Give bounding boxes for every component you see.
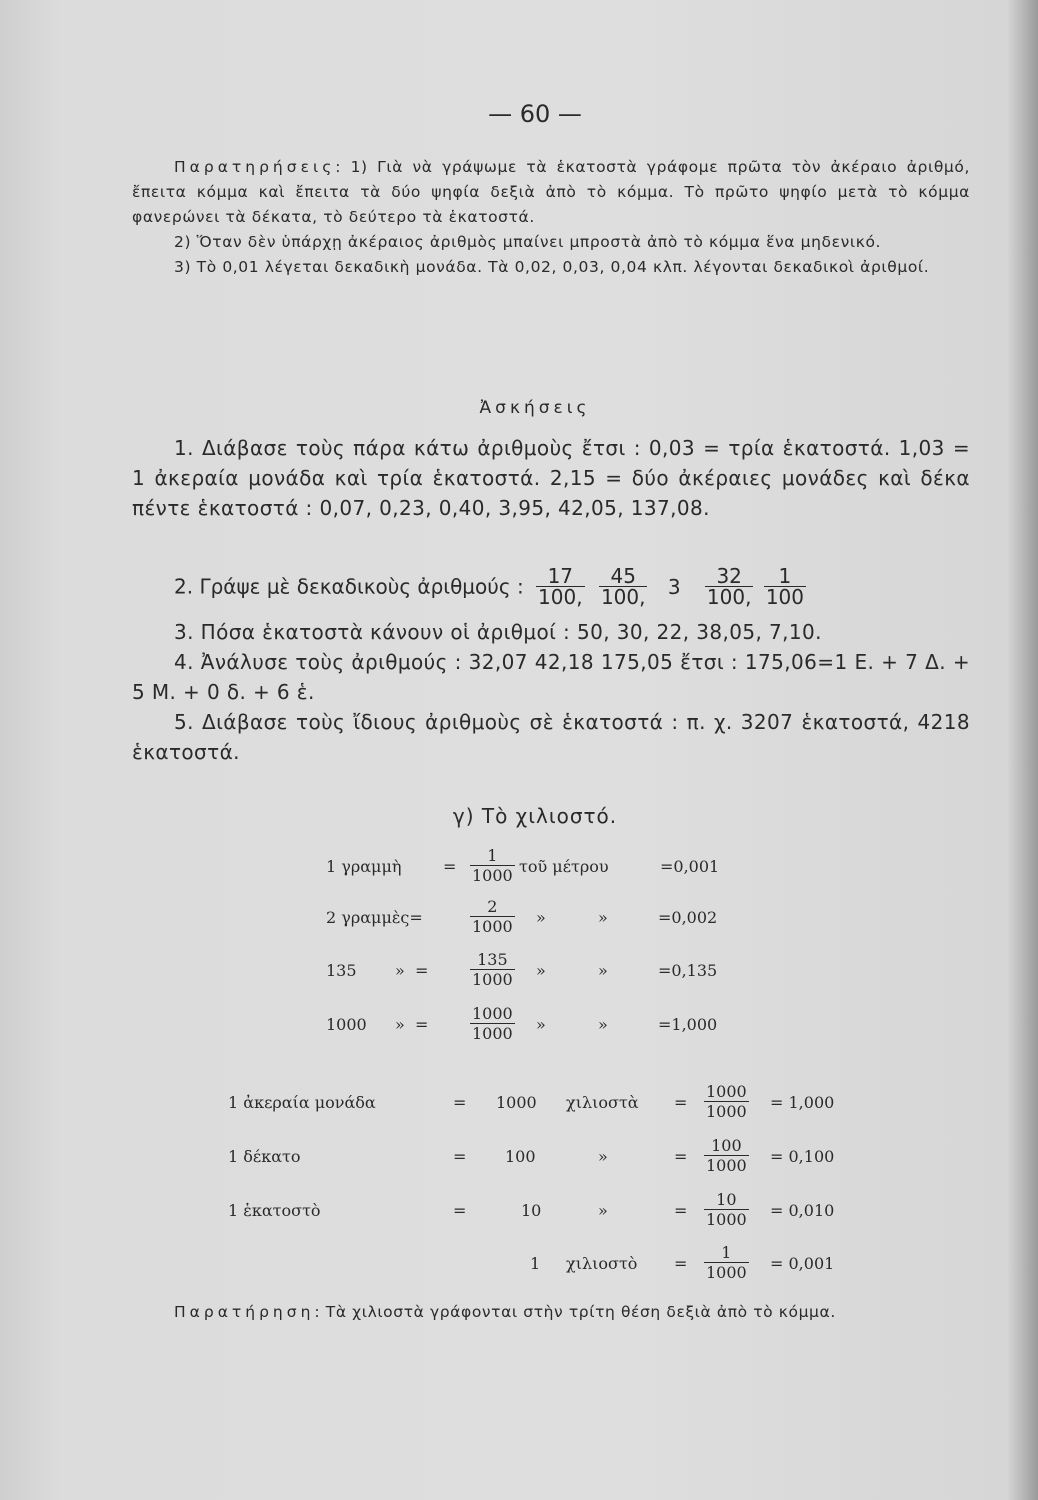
section-title: γ) Τὸ χιλιοστό. — [452, 804, 618, 828]
units-row-1: 1 ἀκεραία μονάδα = 1000 χιλιοστὰ = $\frac{1000}{1000}$ = 1,000 — [228, 1082, 835, 1121]
exercises-3-5 — [132, 617, 970, 767]
fraction-100-1000: $\frac{100}{1000}$ — [706, 1136, 747, 1175]
exercise-1: 1. Διάβασε τοὺς πάρα κάτω ἀριθμοὺς ἔτσι : 0,03 = τρία ἑκατοστά. 1,03 = 1 ἀκεραία μονάδα καὶ τρία ἑκατοστά. 2,15 = δύο ἀκέραιες μονάδες καὶ δέκα πέντε ἑκατοστά : 0,07, 0,23, 0,40, 3,95, 42,05, 137,08. — [132, 436, 970, 520]
fraction-135-1000: $\frac{135}{1000}$ — [472, 950, 513, 989]
fraction-1000-1000-b: $\frac{1000}{1000}$ — [706, 1082, 747, 1121]
lines-row-2: 2 γραμμὲς= $\frac{2}{1000}$ » » =0,002 — [326, 897, 718, 936]
exercise-4: 4. Ἀνάλυσε τοὺς ἀριθμούς : 32,07 42,18 175,05 ἔτσι : 175,06=1 Ε. + 7 Δ. + 5 Μ. + 0 δ. + 6 ἑ. — [132, 650, 970, 704]
units-row-3: 1 ἑκατοστὸ = 10 » = $\frac{10}{1000}$ = 0,010 — [228, 1190, 835, 1229]
final-note: Παρατήρηση: Τὰ χιλιοστὰ γράφονται στὴν τρίτη θέση δεξιὰ ἀπὸ τὸ κόμμα. — [174, 1303, 836, 1321]
remark-2: 2) Ὅταν δὲν ὑπάρχῃ ἀκέραιος ἀριθμὸς μπαίνει μπροστὰ ἀπὸ τὸ κόμμα ἕνα μηδενικό. — [174, 233, 882, 251]
lines-row-3: 135 » = $\frac{135}{1000}$ » » =0,135 — [326, 950, 718, 989]
exercise-2: 2. Γράψε μὲ δεκαδικοὺς ἀριθμούς : $\frac{17}{100,}$ $\frac{45}{100,}$ 3 $\frac{32}{100,}$ $\frac{1}{100}$ — [174, 564, 804, 609]
remark-3: 3) Τὸ 0,01 λέγεται δεκαδικὴ μονάδα. Τὰ 0,02, 0,03, 0,04 κλπ. λέγονται δεκαδικοὶ ἀριθμοί. — [174, 258, 930, 276]
fraction-1000-1000: $\frac{1000}{1000}$ — [472, 1004, 513, 1043]
exercises-heading: Ἀσκήσεις — [479, 398, 591, 418]
remarks-label: Παρατηρήσεις — [174, 158, 336, 176]
fraction-1-1000: $\frac{1}{1000}$ — [472, 846, 513, 885]
units-row-4: 1 χιλιοστὸ = $\frac{1}{1000}$ = 0,001 — [530, 1243, 835, 1282]
remark-1: Παρατηρήσεις: 1) Γιὰ νὰ γράψωμε τὰ ἑκατοστὰ γράφομε πρῶτα τὸν ἀκέραιο ἀριθμό, ἔπειτα κόμμα καὶ ἔπειτα τὰ δύο ψηφία δεξιὰ ἀπὸ τὸ κόμμα. Τὸ πρῶτο ψηφίο μετὰ τὸ κόμμα φανερώνει τὰ δέκατα, τὸ δεύτερο τὰ ἑκατοστά. — [132, 158, 970, 226]
lines-row-1: 1 γραμμὴ = $\frac{1}{1000}$ τοῦ μέτρου =0,001 — [326, 846, 720, 885]
fraction-2-1000: $\frac{2}{1000}$ — [472, 897, 513, 936]
fraction-1-1000-b: $\frac{1}{1000}$ — [706, 1243, 747, 1282]
fraction-17-100: $\frac{17}{100,}$ — [538, 564, 583, 609]
page-number: — 60 — — [488, 100, 582, 128]
fraction-1-100: $\frac{1}{100}$ — [765, 564, 804, 609]
exercise-3: 3. Πόσα ἑκατοστὰ κάνουν οἱ ἀριθμοί : 50, 30, 22, 38,05, 7,10. — [174, 620, 822, 644]
units-row-2: 1 δέκατο = 100 » = $\frac{100}{1000}$ = 0,100 — [228, 1136, 835, 1175]
lines-row-4: 1000 » = $\frac{1000}{1000}$ » » =1,000 — [326, 1004, 718, 1043]
remarks-block — [132, 155, 970, 280]
fraction-10-1000: $\frac{10}{1000}$ — [706, 1190, 747, 1229]
fraction-45-100: $\frac{45}{100,}$ — [600, 564, 646, 609]
final-note-label: Παρατήρηση — [174, 1303, 315, 1321]
exercise-5: 5. Διάβασε τοὺς ἴδιους ἀριθμοὺς σὲ ἑκατοστά : π. χ. 3207 ἑκατοστά, 4218 ἑκατοστά. — [132, 710, 970, 764]
mixed-whole-3: 3 — [667, 574, 681, 599]
fraction-32-100: $\frac{32}{100,}$ — [706, 564, 752, 609]
